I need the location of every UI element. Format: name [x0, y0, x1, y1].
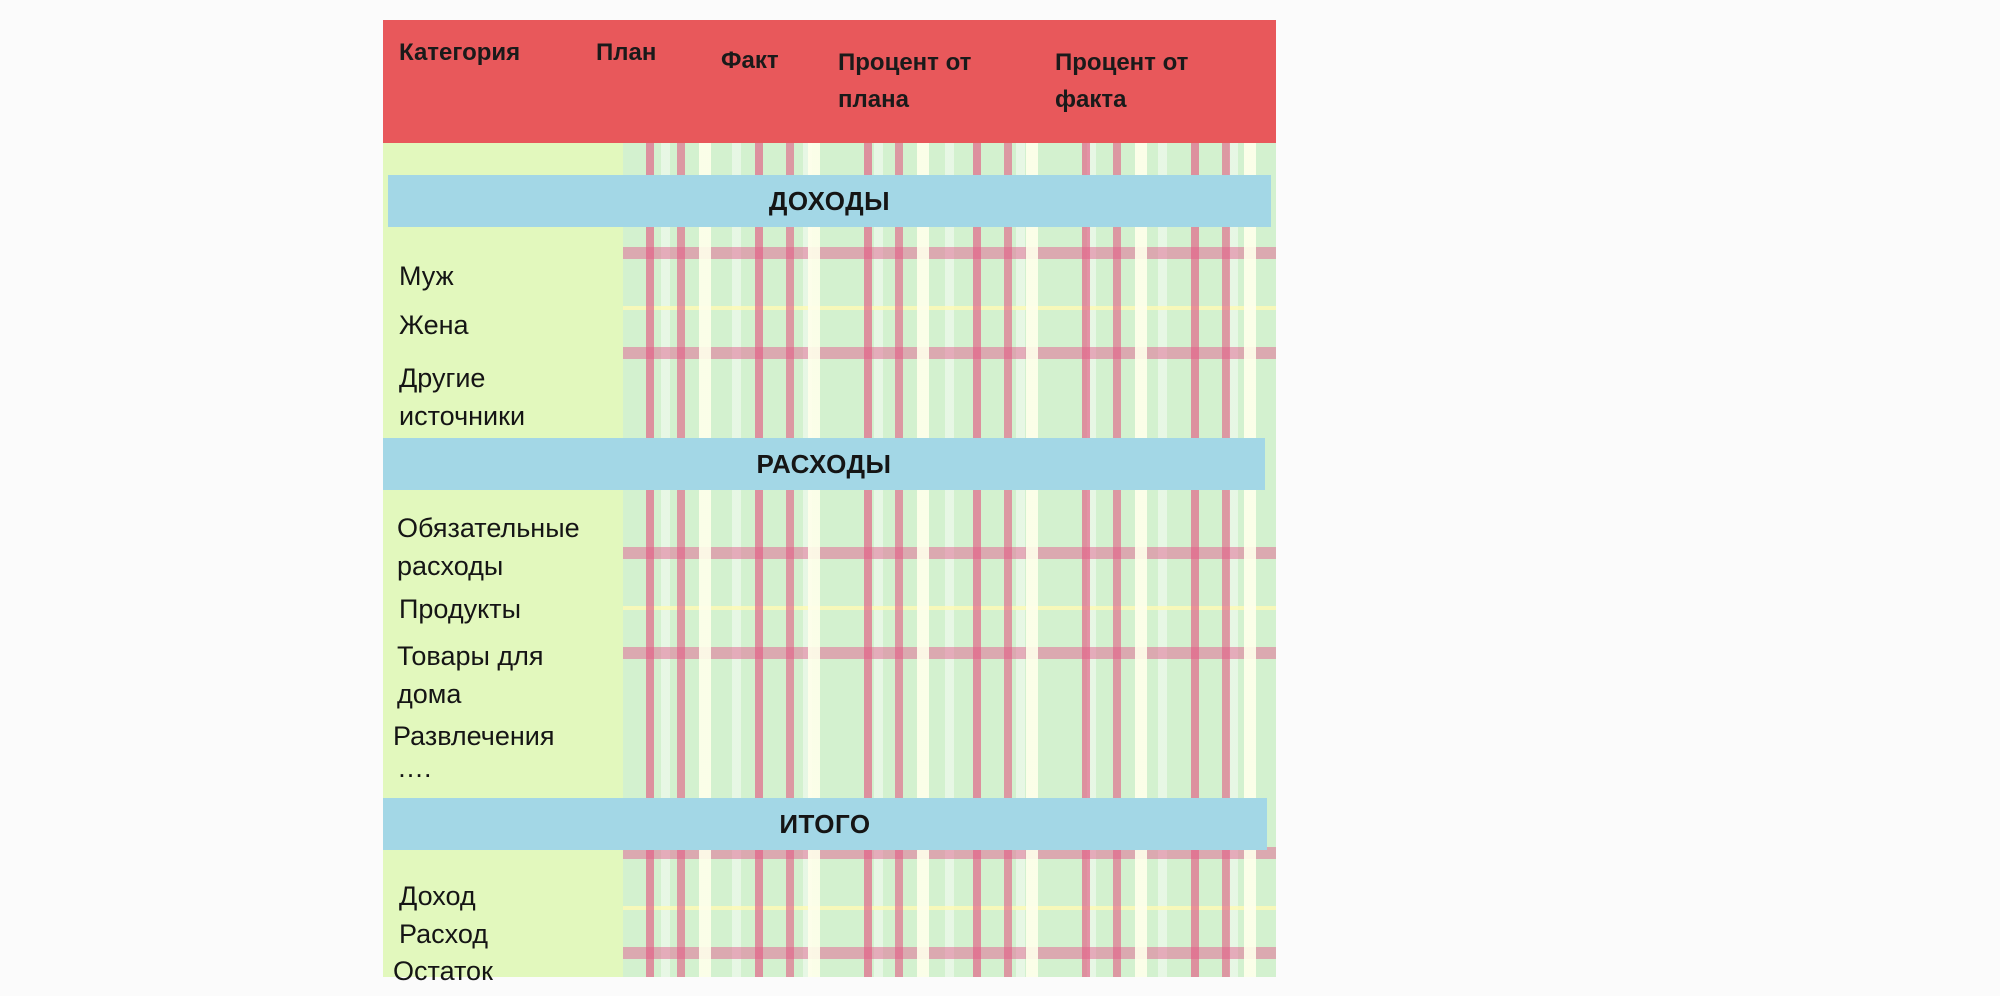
- row-label-ellipsis: ….: [397, 753, 432, 783]
- row-label-other-line1: Другие: [399, 363, 486, 393]
- section-band-total: ИТОГО: [383, 798, 1267, 850]
- row-label-groceries: Продукты: [399, 594, 521, 624]
- header-percent-plan-line1: Процент от: [838, 49, 972, 76]
- row-label-household-line1: Товары для: [397, 641, 544, 671]
- header-percent-fact-line1: Процент от: [1055, 49, 1189, 76]
- header-category: Категория: [399, 39, 521, 66]
- plaid-value-area: [623, 143, 1276, 977]
- header-plan: План: [596, 39, 657, 66]
- section-band-expenses: РАСХОДЫ: [383, 438, 1265, 490]
- row-label-husband: Муж: [399, 261, 454, 291]
- row-label-wife: Жена: [399, 310, 469, 340]
- header-fact: Факт: [721, 47, 779, 74]
- row-label-mandatory-line1: Обязательные: [397, 513, 580, 543]
- row-label-mandatory-line2: расходы: [397, 551, 504, 581]
- row-label-income-total: Доход: [399, 881, 476, 911]
- row-label-other-line2: источники: [399, 401, 526, 431]
- budget-table: [383, 20, 1276, 986]
- header-percent-plan-line2: плана: [838, 86, 909, 113]
- section-band-income: ДОХОДЫ: [388, 175, 1271, 227]
- row-label-expense-total: Расход: [399, 919, 489, 949]
- row-label-household-line2: дома: [397, 679, 462, 709]
- row-label-balance: Остаток: [393, 956, 493, 986]
- header-percent-fact-line2: факта: [1055, 86, 1127, 113]
- row-label-entertainment: Развлечения: [393, 721, 555, 751]
- table-header: [383, 20, 1276, 143]
